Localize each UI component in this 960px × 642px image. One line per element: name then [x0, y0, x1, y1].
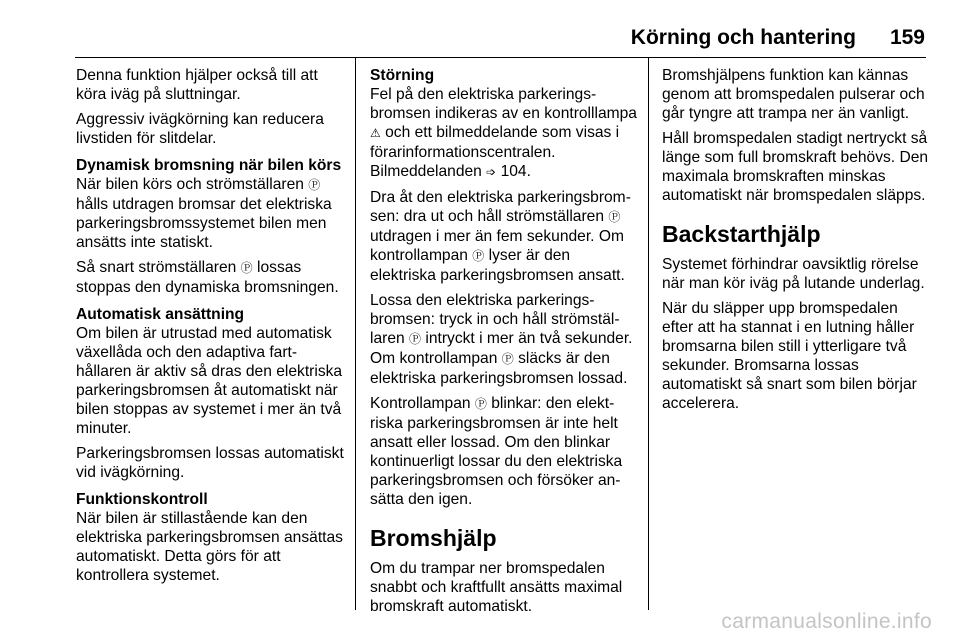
- paragraph: Lossa den elektriska parkeringsbromsen: tryck in och håll strömställaren Ⓟ intryckt i mer än två sekunder. Om kontrollampan Ⓟ släcks är den elektriska parkeringsbromsen lossad.: [370, 292, 633, 387]
- subheading-automatic: Automatisk ansättning: [76, 306, 245, 323]
- paragraph: Systemet förhindrar oavsiktlig rörelse när man kör iväg på lutande underlag.: [662, 256, 925, 292]
- parking-switch-icon: Ⓟ: [409, 332, 422, 346]
- paragraph: Aggressiv ivägkörning kan reducera livstiden för slitdelar.: [76, 111, 324, 147]
- parking-switch-icon: Ⓟ: [240, 261, 253, 275]
- column-divider: [355, 58, 356, 610]
- watermark: carmanualsonline.info: [721, 610, 932, 633]
- paragraph: Bromshjälpens funktion kan kännas genom att bromspedalen pulserar och går tyngre att trampa ner än vanligt.: [662, 67, 925, 122]
- column-3: [662, 66, 930, 419]
- paragraph: När bilen är stillastående kan den elektriska parkeringsbromsen ansättas automatiskt. Detta görs för att kontrollera systemet.: [76, 510, 343, 584]
- paragraph: Parkeringsbromsen lossas automatiskt vid ivägkörning.: [76, 445, 344, 481]
- paragraph: Fel på den elektriska parkeringsbromsen indikeras av en kontrolllampa ⚠ och ett bilmeddelande som visas i förarinformationscentralen. Bilmeddelanden ➩ 104.: [370, 86, 637, 180]
- parking-switch-icon: Ⓟ: [474, 397, 487, 411]
- subheading-function-check: Funktionskontroll: [76, 491, 208, 508]
- parking-switch-icon: Ⓟ: [472, 249, 485, 263]
- paragraph: Om du trampar ner bromspedalen snabbt och kraftfullt ansätts maximal bromskraft automatiskt.: [370, 560, 623, 615]
- heading-brake-assist: Bromshjälp: [370, 525, 497, 551]
- paragraph: Denna funktion hjälper också till att köra iväg på sluttningar.: [76, 67, 318, 103]
- parking-switch-icon: Ⓟ: [308, 178, 321, 192]
- paragraph: När bilen körs och strömställaren Ⓟ hålls utdragen bromsar det elektriska parkeringsbromssystemet bilen men ansätts inte statiskt.: [76, 176, 332, 251]
- paragraph: Håll bromspedalen stadigt nertryckt så länge som full bromskraft behövs. Den maximala bromskraften minskas automatiskt när bromspedalen släpps.: [662, 130, 929, 204]
- paragraph: Så snart strömställaren Ⓟ lossas stoppas den dynamiska bromsningen.: [76, 259, 339, 296]
- paragraph: Om bilen är utrustad med automatisk växellåda och den adaptiva farthållaren är aktiv så dras den elektriska parkeringsbromsen åt automatiskt när bilen stoppas av systemet i mer än två minuter.: [76, 325, 343, 437]
- paragraph: När du släpper upp bromspedalen efter att ha stannat i en lutning håller bromsarna bilen still i ytterligare två sekunder. Bromsarna lossas automatiskt så snart som bilen börjar accelerera.: [662, 300, 917, 412]
- paragraph: Dra åt den elektriska parkeringsbromsen: dra ut och håll strömställaren Ⓟ utdragen i mer än fem sekunder. Om kontrollampan Ⓟ lyser är den elektriska parkeringsbromsen ansatt.: [370, 189, 631, 284]
- section-title: Körning och hantering: [630, 26, 856, 49]
- parking-switch-icon: Ⓟ: [501, 352, 514, 366]
- header-rule: [75, 57, 926, 58]
- column-divider: [648, 58, 649, 610]
- paragraph: Kontrollampan Ⓟ blinkar: den elektriska parkeringsbromsen är inte helt ansatt eller lossad. Om den blinkar kontinuerligt lossar du den elektriska parkeringsbromsen och försöker ansätta den igen.: [370, 395, 623, 508]
- column-1: [76, 66, 344, 591]
- page-number: 159: [889, 26, 925, 49]
- reference-arrow-icon: ➩: [486, 165, 497, 179]
- parking-switch-icon: Ⓟ: [608, 210, 621, 224]
- page-header: [631, 26, 925, 56]
- column-2: [370, 66, 638, 622]
- subheading-dynamic-braking: Dynamisk bromsning när bilen körs: [76, 157, 342, 174]
- heading-hill-start-assist: Backstarthjälp: [662, 221, 821, 247]
- warning-lamp-icon: ⚠: [370, 126, 381, 140]
- subheading-fault: Störning: [370, 67, 435, 84]
